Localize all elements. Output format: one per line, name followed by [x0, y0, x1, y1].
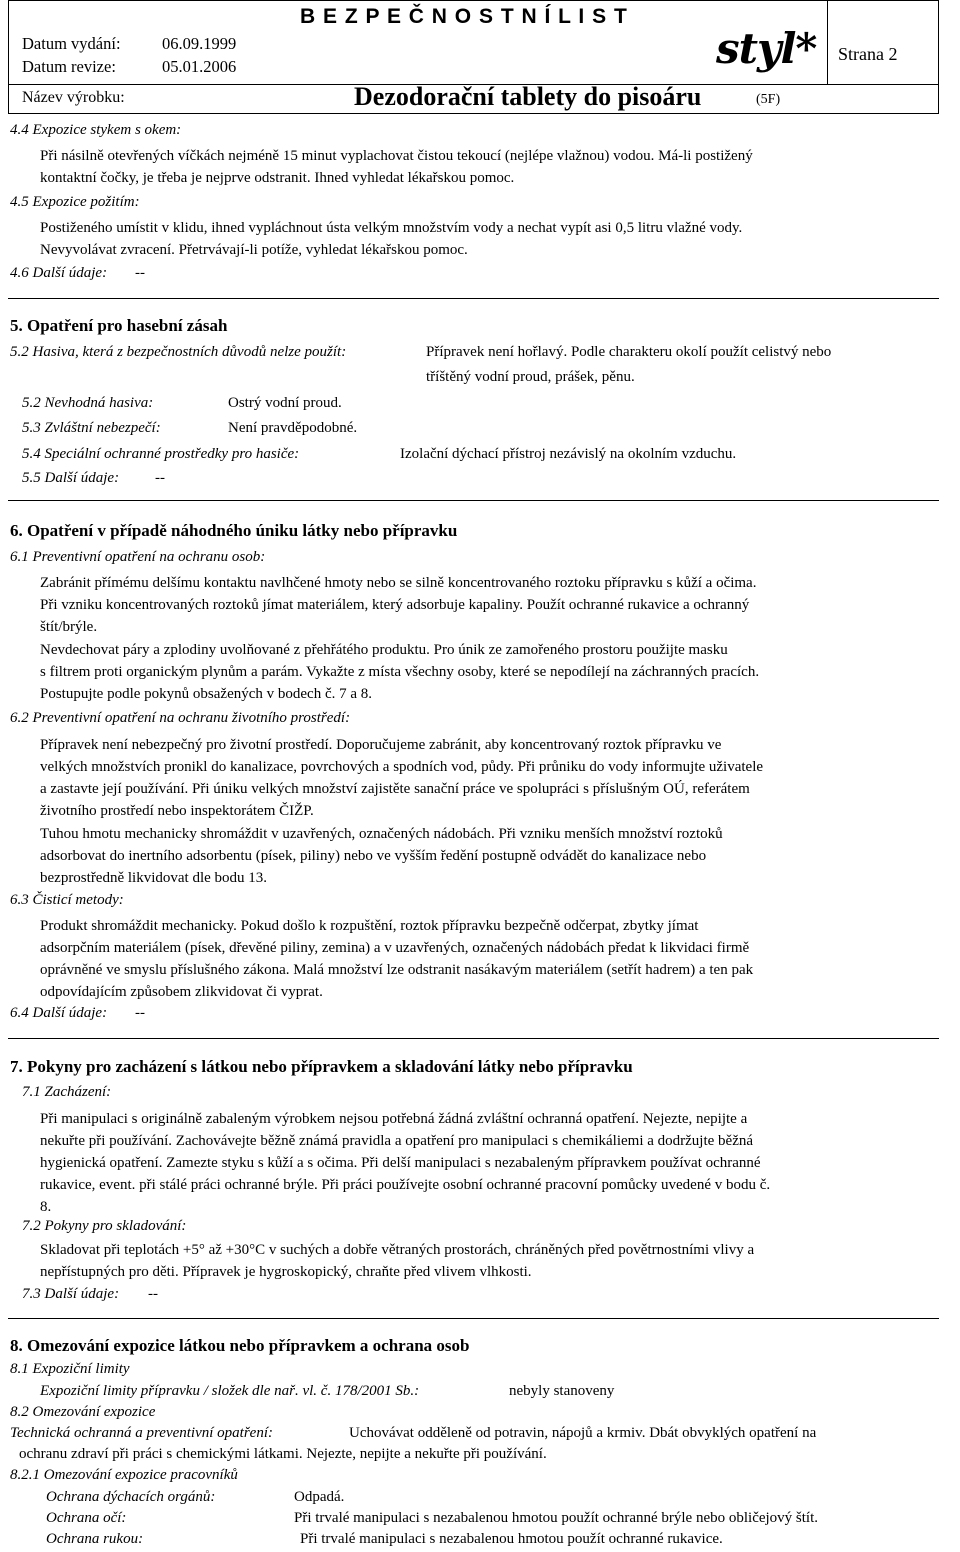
s62-paragraph-2 [40, 823, 938, 889]
respiratory-value: Odpadá. [294, 1489, 345, 1505]
s61-line: štít/brýle. [40, 619, 98, 635]
s61-line: Nevdechovat páry a zplodiny uvolňované z přehřátého produktu. Pro únik ze zamořeného prostoru použijte masku [40, 642, 728, 658]
s61-heading: 6.1 Preventivní opatření na ochranu osob: [10, 549, 266, 565]
s71-paragraph [40, 1108, 938, 1218]
s62-line: velkých množstvích pronikl do kanalizace, povrchových a spodních vod, půdy. Při průniku do vody informujte uživatele [40, 759, 764, 775]
s44-line: Při násilně otevřených víčkách nejméně 15 minut vyplachovat čistou tekoucí (nejlépe vlažnou) vodou. Má-li postižený [40, 148, 753, 164]
revision-date-label: Datum revize: [22, 57, 116, 76]
s71-line: 8. [40, 1199, 52, 1215]
s53-label: 5.3 Zvláštní nebezpečí: [22, 420, 161, 436]
page-number: Strana 2 [838, 44, 898, 64]
product-name: Dezodorační tablety do pisoáru [354, 82, 702, 111]
s55-label: 5.5 Další údaje: [22, 470, 120, 486]
s53-value: Není pravděpodobné. [228, 420, 358, 436]
eye-protection-label: Ochrana očí: [46, 1510, 127, 1526]
s61-line: Postupujte podle pokynů obsažených v bodech č. 7 a 8. [40, 686, 373, 702]
s55-value: -- [155, 470, 165, 486]
s72-line: Skladovat při teplotách +5° až +30°C v suchých a dobře větraných prostorách, chráněných před povětrnostními vlivy a [40, 1242, 755, 1258]
s46-label: 4.6 Další údaje: [10, 265, 108, 281]
s45-heading: 4.5 Expozice požitím: [10, 194, 140, 210]
s62-line: Přípravek není nebezpečný pro životní prostředí. Doporučujeme zabránit, aby koncentrovaný roztok přípravku ve [40, 737, 722, 753]
s63-line: odpovídajícím způsobem zlikvidovat či vyprat. [40, 984, 323, 1000]
s62-line: adsorbovat do inertního adsorbentu (písek, piliny) nebo ve vyšším ředění postupně odvádět do kanalizace nebo [40, 848, 707, 864]
s62-line: Tuhou hmotu mechanicky shromáždit v uzavřených, označených nádobách. Při vzniku menších množství roztoků [40, 826, 723, 842]
product-label: Název výrobku: [22, 89, 125, 106]
eye-protection-value: Při trvalé manipulaci s nezabalenou hmotou použít ochranné brýle nebo obličejový štít. [294, 1510, 819, 1526]
s64-label: 6.4 Další údaje: [10, 1005, 108, 1021]
s82-label: Technická ochranná a preventivní opatření: [10, 1425, 273, 1441]
s61-paragraph-1 [40, 572, 938, 638]
s71-line: rukavice, event. při stálé práci ochranné brýle. Při práci používejte osobní ochranné pracovní pomůcky uvedené v bodu č. [40, 1177, 771, 1193]
hand-protection-value: Při trvalé manipulaci s nezabalenou hmotou použít ochranné rukavice. [300, 1531, 723, 1547]
s62-heading: 6.2 Preventivní opatření na ochranu životního prostředí: [10, 710, 351, 726]
s71-line: nekuřte při používání. Zachovávejte běžně známá pravidla a opatření pro manipulaci s chemikáliemi a dodržujte běžná [40, 1133, 754, 1149]
s62-line: a zastavte její používání. Při úniku velkých množství zajistěte sanační práce ve spolupráci s příslušným OÚ, referátem [40, 781, 750, 797]
s52b-label: 5.2 Nevhodná hasiva: [22, 395, 154, 411]
s71-line: Při manipulaci s originálně zabaleným výrobkem nejsou potřebná žádná zvláštní ochranná opatření. Nejezte, nepijte a [40, 1111, 748, 1127]
s52-label: 5.2 Hasiva, která z bezpečnostních důvodů nelze použít: [10, 344, 347, 360]
s45-line: Postiženého umístit v klidu, ihned vypláchnout ústa velkým množstvím vody a nechat vypít asi 0,5 litru vlažné vody. [40, 220, 743, 236]
s821-heading: 8.2.1 Omezování expozice pracovníků [10, 1467, 238, 1483]
s44-line: kontaktní čočky, je třeba je nejprve odstranit. Ihned vyhledat lékařskou pomoc. [40, 170, 515, 186]
s44-heading: 4.4 Expozice stykem s okem: [10, 122, 182, 138]
s44-text [40, 145, 938, 189]
s72-paragraph [40, 1239, 938, 1283]
s54-value: Izolační dýchací přístroj nezávislý na okolním vzduchu. [400, 446, 737, 462]
s52-text-2: tříštěný vodní proud, prášek, pěnu. [426, 369, 635, 385]
s54-label: 5.4 Speciální ochranné prostředky pro hasiče: [22, 446, 300, 462]
s82-value: Uchovávat odděleně od potravin, nápojů a krmiv. Dbát obvyklých opatření na [349, 1425, 817, 1441]
s63-line: oprávněné ve smyslu příslušného zákona. Malá množství lze odstranit nasákavým materiálem (setřít hadrem) a ten pak [40, 962, 754, 978]
s8-title: 8. Omezování expozice látkou nebo přípravkem a ochrana osob [10, 1336, 470, 1355]
s45-text [40, 217, 938, 261]
s62-line: životního prostředí nebo inspektorátem ČIŽP. [40, 803, 314, 819]
section-divider [8, 298, 939, 299]
s82-value-2: ochranu zdraví při práci s chemickými látkami. Nejezte, nepijte a nekuřte při používání. [19, 1446, 547, 1462]
section-divider [8, 1038, 939, 1039]
s71-line: hygienická opatření. Zamezte styku s kůží a s očima. Při delší manipulaci s nezabaleným přípravkem používat ochranné [40, 1155, 761, 1171]
s63-line: Produkt shromáždit mechanicky. Pokud došlo k rozpuštění, roztok přípravku bezpečně odčerpat, zbytky jímat [40, 918, 699, 934]
s81-heading: 8.1 Expoziční limity [10, 1361, 130, 1377]
s62-paragraph-1 [40, 734, 938, 822]
s61-line: Při vzniku koncentrovaných roztoků jímat materiálem, který adsorbuje kapaliny. Použít ochranné rukavice a ochranný [40, 597, 750, 613]
document-title: B E Z P E Č N O S T N Í L I S T [300, 5, 628, 28]
s46-value: -- [135, 265, 145, 281]
s61-paragraph-2 [40, 639, 938, 705]
s5-title: 5. Opatření pro hasební zásah [10, 316, 228, 335]
issue-date: 06.09.1999 [162, 34, 237, 53]
s72-line: nepřístupných pro děti. Přípravek je hygroskopický, chraňte před vlivem vlhkosti. [40, 1264, 532, 1280]
s73-value: -- [148, 1286, 158, 1302]
styl-logo: styl* [716, 24, 817, 73]
s6-title: 6. Opatření v případě náhodného úniku látky nebo přípravku [10, 521, 458, 540]
s52b-value: Ostrý vodní proud. [228, 395, 342, 411]
product-code: (5F) [756, 92, 781, 107]
revision-date: 05.01.2006 [162, 57, 237, 76]
s81-label: Expoziční limity přípravku / složek dle nař. vl. č. 178/2001 Sb.: [40, 1383, 420, 1399]
s71-heading: 7.1 Zacházení: [22, 1084, 112, 1100]
s72-heading: 7.2 Pokyny pro skladování: [22, 1218, 187, 1234]
s63-heading: 6.3 Čisticí metody: [10, 892, 124, 908]
s73-label: 7.3 Další údaje: [22, 1286, 120, 1302]
issue-date-label: Datum vydání: [22, 34, 121, 53]
respiratory-label: Ochrana dýchacích orgánů: [46, 1489, 216, 1505]
s61-line: Zabránit přímému delšímu kontaktu navlhčené hmoty nebo se silně koncentrovaného roztoku přípravku s kůží a očima. [40, 575, 757, 591]
s63-paragraph [40, 915, 938, 1003]
s62-line: bezprostředně likvidovat dle bodu 13. [40, 870, 268, 886]
s45-line: Nevyvolávat zvracení. Přetrvávají-li potíže, vyhledat lékařskou pomoc. [40, 242, 468, 258]
s61-line: s filtrem proti organickým plynům a parám. Vykažte z místa všechny osoby, které se nepodílejí na záchranných pracích. [40, 664, 760, 680]
s52-text: Přípravek není hořlavý. Podle charakteru okolí použít celistvý nebo [426, 344, 832, 360]
s82-heading: 8.2 Omezování expozice [10, 1404, 156, 1420]
s63-line: adsorpčním materiálem (písek, dřevěné piliny, zemina) a v uzavřených, označených nádobách předat k likvidaci firmě [40, 940, 750, 956]
s81-value: nebyly stanoveny [509, 1383, 615, 1399]
hand-protection-label: Ochrana rukou: [46, 1531, 144, 1547]
s64-value: -- [135, 1005, 145, 1021]
section-divider [8, 1318, 939, 1319]
s7-title: 7. Pokyny pro zacházení s látkou nebo přípravkem a skladování látky nebo přípravku [10, 1057, 633, 1076]
section-divider [8, 500, 939, 501]
